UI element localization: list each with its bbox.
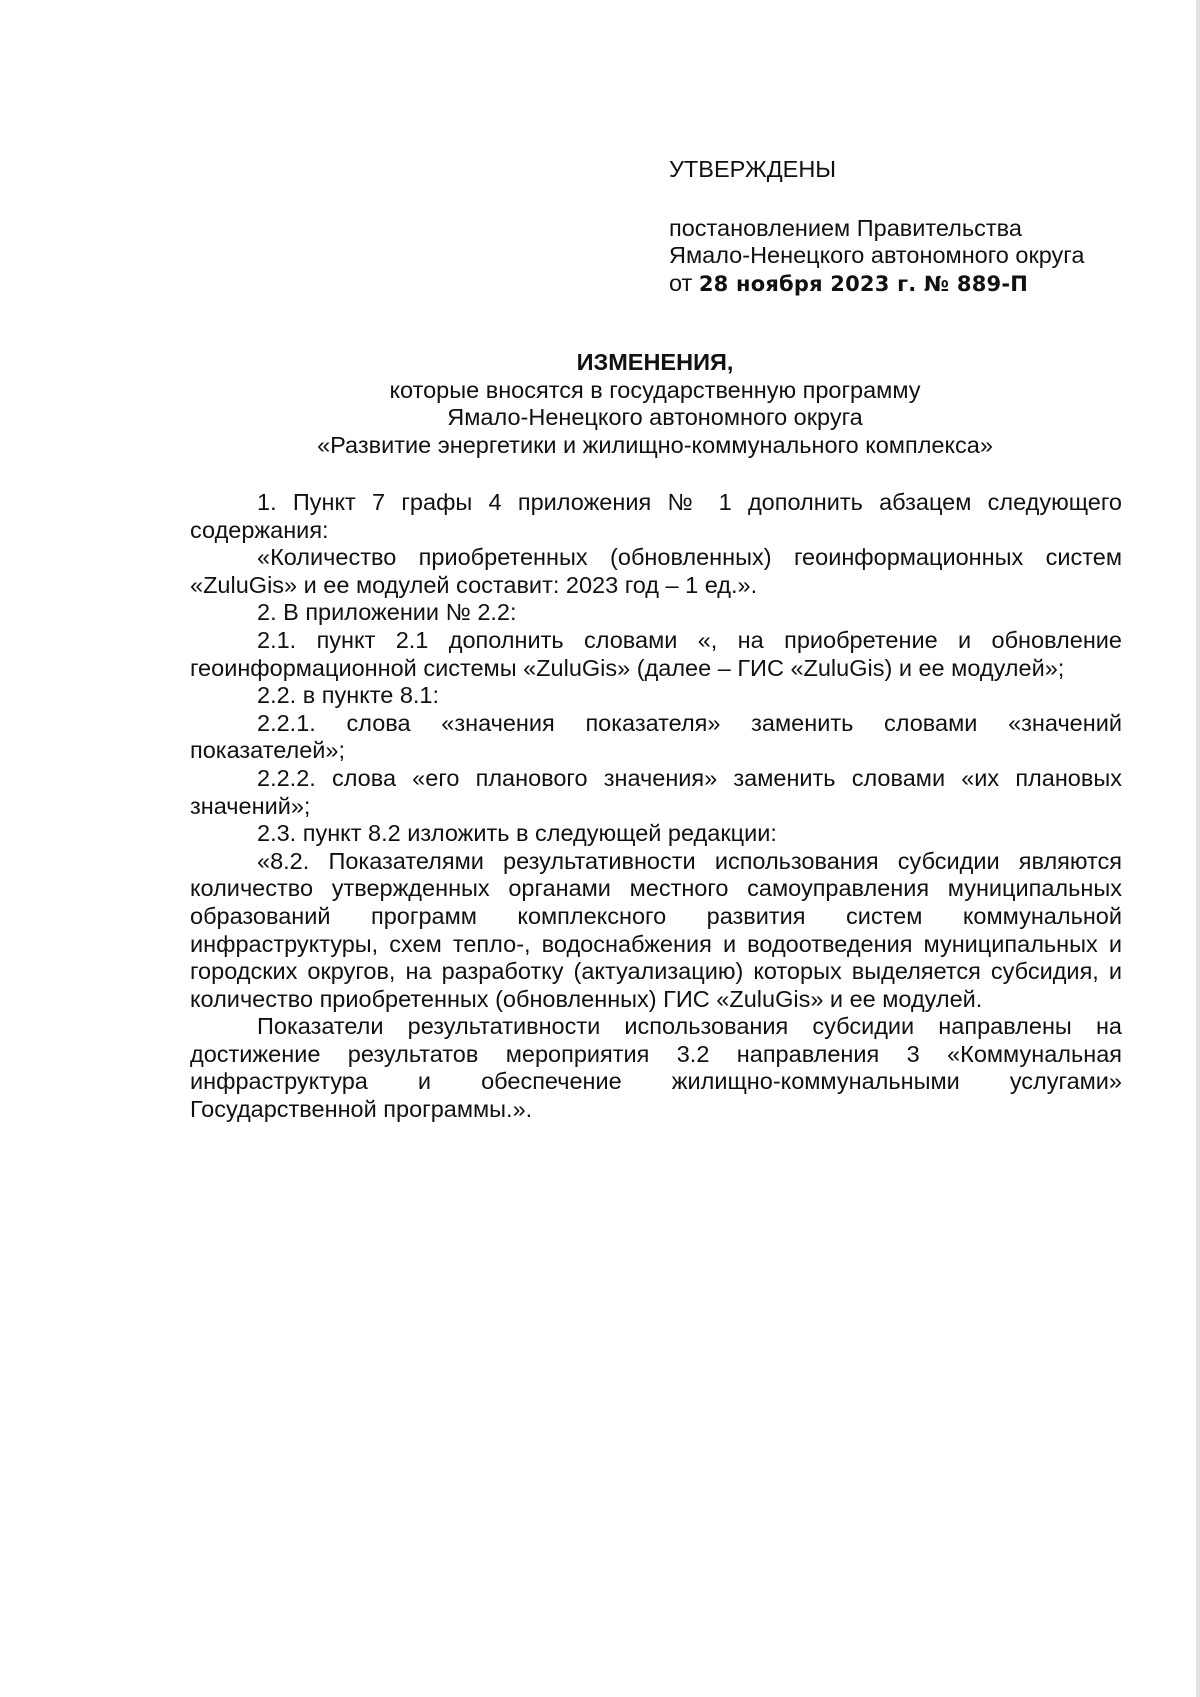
paragraph: 2.2.1. слова «значения показателя» заменить словами «значений показателей»;	[190, 709, 1122, 764]
approval-block	[669, 156, 1129, 298]
paragraph: 2.2.2. слова «его планового значения» заменить словами «их плановых значений»;	[190, 764, 1122, 819]
paragraph: 1. Пункт 7 графы 4 приложения № 1 дополнить абзацем следующего содержания:	[190, 489, 1122, 543]
approved-label: УТВЕРЖДЕНЫ	[669, 156, 837, 182]
paragraph: 2.3. пункт 8.2 изложить в следующей редакции:	[257, 820, 777, 847]
paragraph: «Количество приобретенных (обновленных) геоинформационных систем «ZuluGis» и ее модулей составит: 2023 год – 1 ед.».	[190, 544, 1122, 598]
document-subtitle-3: «Развитие энергетики и жилищно-коммунального комплекса»	[317, 431, 993, 458]
document-body	[190, 489, 1122, 1124]
document-subtitle-2: Ямало-Ненецкого автономного округа	[447, 404, 863, 430]
document-heading: ИЗМЕНЕНИЯ,	[576, 349, 734, 375]
approval-date-number: 28 ноября 2023 г. № 889-П	[698, 271, 1029, 296]
paragraph: «8.2. Показателями результативности использования субсидии являются количество утвержденных органами местного самоуправления муниципальных образований программ комплексного развития систем коммунальной инфраструктуры, схем тепло-, водоснабжения и водоотведения муниципальных и городских округов, на разработку (актуализацию) которых выделяется субсидия, и количество приобретенных (обновленных) ГИС «ZuluGis» и ее модулей.	[190, 847, 1122, 1012]
approval-line-date	[669, 270, 1129, 299]
paragraph: Показатели результативности использования субсидии направлены на достижение результатов мероприятия 3.2 направления 3 «Коммунальная инфраструктура и обеспечение жилищно-коммунальными услугами» Государственной программы.».	[190, 1013, 1122, 1123]
paragraph: 2. В приложении № 2.2:	[257, 599, 517, 626]
approval-line-region: Ямало-Ненецкого автономного округа	[669, 242, 1085, 268]
approval-from-prefix: от	[669, 269, 693, 296]
document-title-block	[190, 349, 1120, 459]
document-subtitle-1: которые вносятся в государственную программу	[389, 376, 921, 403]
paragraph: 2.2. в пункте 8.1:	[257, 682, 440, 709]
paragraph: 2.1. пункт 2.1 дополнить словами «, на приобретение и обновление геоинформационной системы «ZuluGis» (далее – ГИС «ZuluGis) и ее модулей»;	[190, 626, 1122, 681]
approval-line-resolution: постановлением Правительства	[669, 214, 1022, 241]
page-edge-shadow	[1196, 0, 1200, 1697]
